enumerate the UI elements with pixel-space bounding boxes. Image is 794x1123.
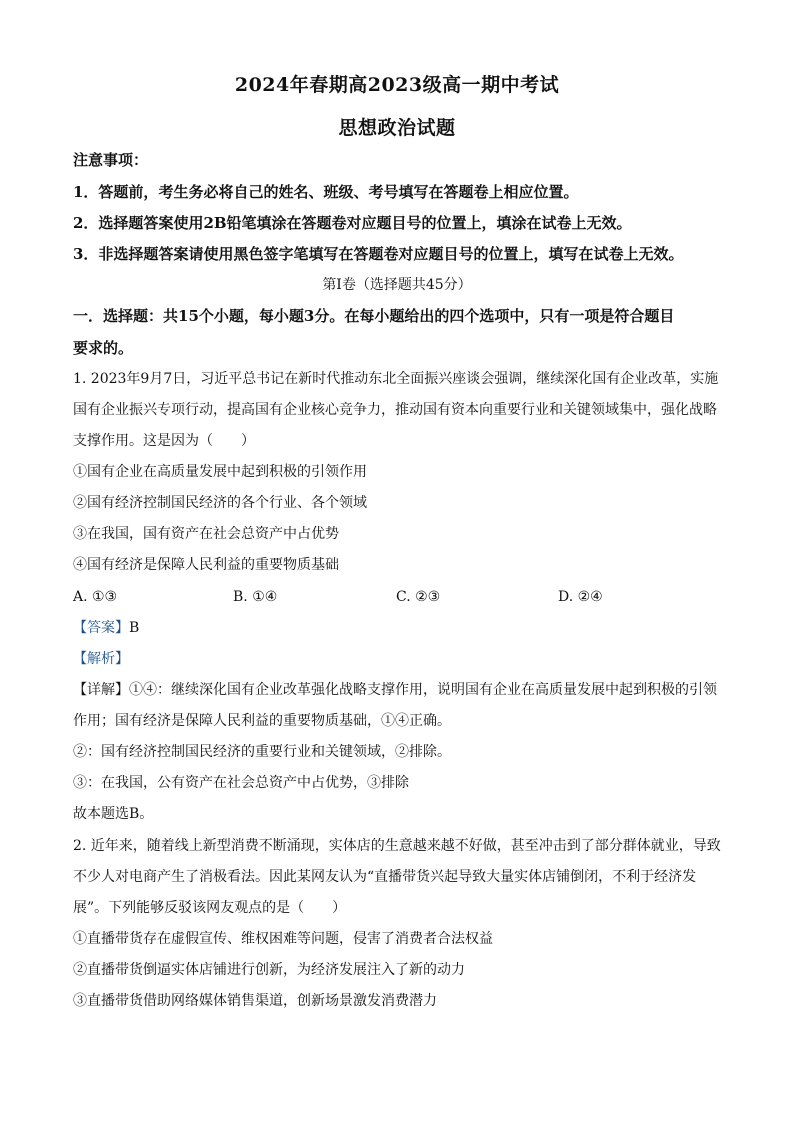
section-title: 第Ⅰ卷（选择题共45分） bbox=[322, 277, 472, 293]
question-1-detail-line: ③：在我国，公有资产在社会总资产中占优势，③排除 bbox=[73, 775, 409, 791]
section-instruction: 要求的。 bbox=[73, 339, 134, 357]
analysis-tag: 【解析】 bbox=[73, 651, 129, 667]
question-2-stem: 展”。下列能够反驳该网友观点的是（ ） bbox=[73, 900, 347, 916]
exam-subject-title: 思想政治试题 bbox=[338, 117, 456, 139]
question-1-option-b: B. ①④ bbox=[233, 589, 278, 605]
question-1-stem: 支撑作用。这是因为（ ） bbox=[73, 433, 255, 449]
question-1-statement: ④国有经济是保障人民利益的重要物质基础 bbox=[73, 557, 339, 573]
question-2-statement: ③直播带货借助网络媒体销售渠道，创新场景激发消费潜力 bbox=[73, 993, 437, 1009]
notice-item: 3．非选择题答案请使用黑色签字笔填写在答题卷对应题目号的位置上，填写在试卷上无效。 bbox=[73, 245, 684, 263]
question-1-statement: ③在我国，国有资产在社会总资产中占优势 bbox=[73, 526, 339, 542]
question-1-option-c: C. ②③ bbox=[396, 589, 441, 605]
detail-tag: 【详解】 bbox=[73, 682, 129, 698]
section-instruction: 一．选择题：共15个小题，每小题3分。在每小题给出的四个选项中，只有一项是符合题目 bbox=[73, 307, 675, 325]
question-2-statement: ②直播带货倒逼实体店铺进行创新，为经济发展注入了新的动力 bbox=[73, 962, 465, 978]
question-1-stem: 国有企业振兴专项行动，提高国有企业核心竞争力，推动国有资本向重要行业和关键领域集中，强化战略 bbox=[73, 402, 717, 418]
notice-item: 1．答题前，考生务必将自己的姓名、班级、考号填写在答题卷上相应位置。 bbox=[73, 183, 579, 201]
question-1-answer bbox=[73, 618, 734, 638]
answer-tag: 【答案】 bbox=[73, 620, 129, 636]
question-2-stem: 不少人对电商产生了消极看法。因此某网友认为“直播带货兴起导致大量实体店铺倒闭，不利于经济发 bbox=[73, 869, 697, 885]
detail-text: ①④：继续深化国有企业改革强化战略支撑作用，说明国有企业在高质量发展中起到积极的引领 bbox=[129, 682, 717, 698]
question-2-statement: ①直播带货存在虚假宣传、维权困难等问题，侵害了消费者合法权益 bbox=[73, 931, 493, 947]
question-1-detail-line: ②：国有经济控制国民经济的重要行业和关键领域，②排除。 bbox=[73, 744, 451, 760]
question-1-option-a: A. ①③ bbox=[73, 589, 118, 605]
notice-heading: 注意事项： bbox=[73, 151, 149, 169]
question-1-option-d: D. ②④ bbox=[558, 589, 603, 605]
question-1-detail-line: 作用；国有经济是保障人民利益的重要物质基础，①④正确。 bbox=[73, 713, 451, 729]
question-1-detail bbox=[73, 680, 734, 700]
question-1-statement: ②国有经济控制国民经济的各个行业、各个领域 bbox=[73, 495, 367, 511]
exam-title: 2024年春期高2023级高一期中考试 bbox=[234, 74, 560, 96]
answer-value: B bbox=[129, 620, 140, 636]
question-1-stem: 1. 2023年9月7日，习近平总书记在新时代推动东北全面振兴座谈会强调，继续深化国有企业改革，实施 bbox=[73, 371, 719, 387]
notice-item: 2．选择题答案使用2B铅笔填涂在答题卷对应题目号的位置上，填涂在试卷上无效。 bbox=[73, 214, 632, 232]
question-2-stem: 2. 近年来，随着线上新型消费不断涌现，实体店的生意越来越不好做，甚至冲击到了部分群体就业，导致 bbox=[73, 838, 721, 854]
question-1-analysis bbox=[73, 649, 734, 669]
question-1-statement: ①国有企业在高质量发展中起到积极的引领作用 bbox=[73, 464, 367, 480]
question-1-conclusion: 故本题选B。 bbox=[73, 806, 154, 822]
